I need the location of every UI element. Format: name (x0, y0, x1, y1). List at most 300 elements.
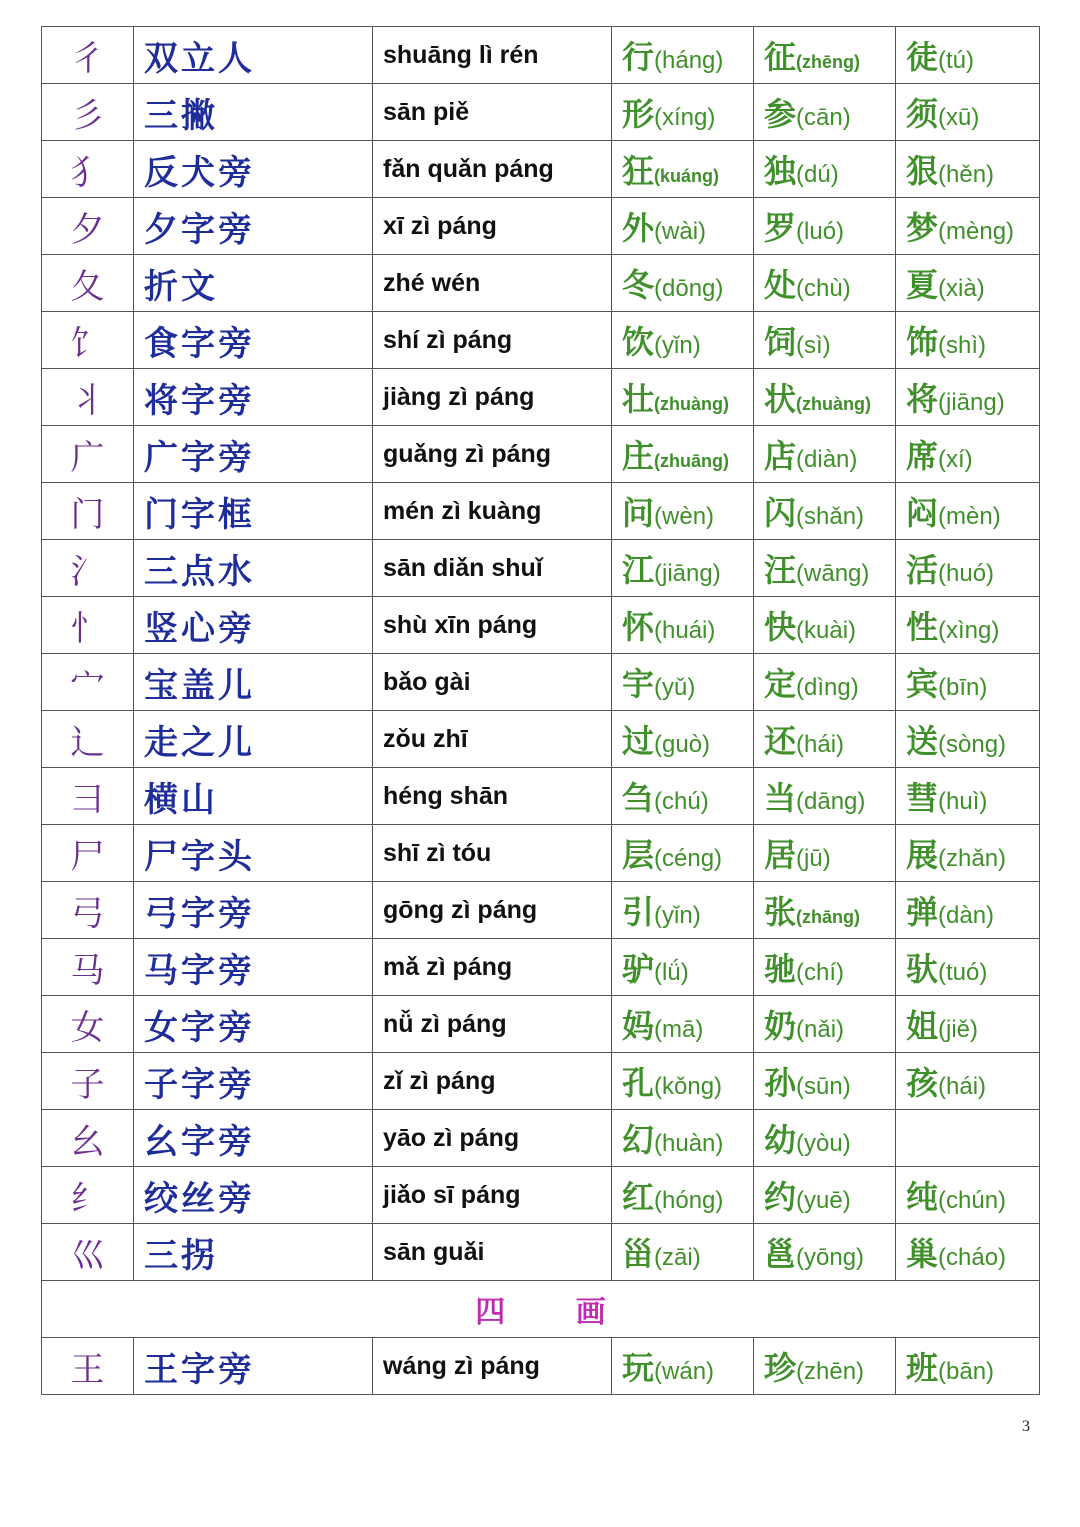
example-cell (612, 1053, 754, 1110)
example-cell (896, 1167, 1040, 1224)
radical-cell: 广 (42, 426, 134, 483)
example-cell (754, 369, 896, 426)
example-character: 邕 (764, 1235, 797, 1273)
example-cell (754, 711, 896, 768)
example-character: 问 (622, 494, 655, 532)
example-pinyin: (nǎi) (796, 1016, 845, 1043)
example-cell (896, 882, 1040, 939)
example-pinyin: (xìng) (938, 617, 1000, 644)
example-cell (612, 1110, 754, 1167)
radical-name-cell: 将字旁 (134, 369, 373, 426)
radical-pinyin-cell: shuāng lì rén (373, 27, 612, 84)
radical-pinyin-cell: zhé wén (373, 255, 612, 312)
radical-pinyin-cell: zǐ zì páng (373, 1053, 612, 1110)
radical-cell: 幺 (42, 1110, 134, 1167)
example-cell (896, 1338, 1040, 1395)
example-pinyin: (zhāng) (796, 907, 860, 927)
example-cell (612, 84, 754, 141)
example-character: 宾 (906, 665, 939, 703)
example-cell (612, 312, 754, 369)
example-pinyin: (huàn) (654, 1130, 724, 1157)
example-pinyin: (xí) (938, 446, 973, 473)
example-cell (612, 426, 754, 483)
example-pinyin: (mèng) (938, 218, 1015, 245)
example-character: 罗 (764, 209, 797, 247)
example-character: 幼 (764, 1121, 797, 1159)
example-cell (612, 825, 754, 882)
radical-pinyin-cell: shí zì páng (373, 312, 612, 369)
example-pinyin: (wán) (654, 1358, 715, 1385)
radical-name-cell: 女字旁 (134, 996, 373, 1053)
example-character: 饰 (906, 323, 939, 361)
radical-pinyin-cell: yāo zì páng (373, 1110, 612, 1167)
example-pinyin: (jiāng) (938, 389, 1005, 416)
page-number: 3 (1022, 1418, 1030, 1435)
radical-cell: 丬 (42, 369, 134, 426)
example-pinyin: (sūn) (796, 1073, 851, 1100)
radical-cell: 马 (42, 939, 134, 996)
example-pinyin: (jū) (796, 845, 831, 872)
example-character: 孙 (764, 1064, 797, 1102)
example-pinyin: (wài) (654, 218, 707, 245)
radical-pinyin-cell: zǒu zhī (373, 711, 612, 768)
radical-name-cell: 反犬旁 (134, 141, 373, 198)
example-cell (612, 27, 754, 84)
example-character: 性 (906, 608, 939, 646)
example-character: 梦 (906, 209, 939, 247)
radical-name-cell: 幺字旁 (134, 1110, 373, 1167)
example-cell (754, 312, 896, 369)
example-pinyin: (zāi) (654, 1244, 701, 1271)
example-cell (754, 654, 896, 711)
radical-cell: 忄 (42, 597, 134, 654)
table-row (42, 1338, 1040, 1395)
example-pinyin: (tú) (938, 47, 975, 74)
example-cell (754, 255, 896, 312)
example-character: 夏 (906, 266, 939, 304)
example-cell (896, 483, 1040, 540)
example-cell (754, 426, 896, 483)
example-cell (896, 141, 1040, 198)
example-character: 外 (622, 209, 655, 247)
example-cell (896, 27, 1040, 84)
example-cell (896, 996, 1040, 1053)
example-character: 甾 (622, 1235, 655, 1273)
radical-pinyin-cell: guǎng zì páng (373, 426, 612, 483)
example-cell (754, 768, 896, 825)
radical-name-cell: 竖心旁 (134, 597, 373, 654)
radical-name-cell: 走之儿 (134, 711, 373, 768)
example-character: 巢 (906, 1235, 939, 1273)
radical-cell: 子 (42, 1053, 134, 1110)
example-pinyin: (kuáng) (654, 166, 720, 186)
example-character: 还 (764, 722, 797, 760)
example-cell (896, 84, 1040, 141)
example-cell (896, 654, 1040, 711)
example-cell (612, 711, 754, 768)
example-cell (754, 540, 896, 597)
example-cell (754, 882, 896, 939)
example-pinyin: (bīn) (938, 674, 988, 701)
example-character: 当 (764, 779, 797, 817)
radical-pinyin-cell: gōng zì páng (373, 882, 612, 939)
example-pinyin: (zhēn) (796, 1358, 865, 1385)
example-pinyin: (wèn) (654, 503, 715, 530)
table-row (42, 27, 1040, 84)
radical-name-cell: 门字框 (134, 483, 373, 540)
example-pinyin: (tuó) (938, 959, 988, 986)
example-pinyin: (kuài) (796, 617, 857, 644)
table-row (42, 654, 1040, 711)
example-character: 孩 (906, 1064, 939, 1102)
example-cell (612, 939, 754, 996)
example-pinyin: (yǐn) (654, 332, 701, 359)
radical-pinyin-cell: shī zì tóu (373, 825, 612, 882)
example-pinyin: (dōng) (654, 275, 724, 302)
radical-cell: 彐 (42, 768, 134, 825)
example-cell (896, 939, 1040, 996)
example-cell (896, 369, 1040, 426)
example-cell (896, 1224, 1040, 1281)
radical-pinyin-cell: héng shān (373, 768, 612, 825)
example-pinyin: (shǎn) (796, 503, 865, 530)
radical-name-cell: 尸字头 (134, 825, 373, 882)
example-pinyin: (jiāng) (654, 560, 721, 587)
example-cell (896, 426, 1040, 483)
example-cell (612, 1224, 754, 1281)
example-cell (896, 768, 1040, 825)
radical-pinyin-cell: jiàng zì páng (373, 369, 612, 426)
example-pinyin: (diàn) (796, 446, 858, 473)
radical-pinyin-cell: shù xīn páng (373, 597, 612, 654)
example-pinyin: (zhuāng) (654, 451, 729, 471)
example-pinyin: (zhǎn) (938, 845, 1007, 872)
radical-name-cell: 马字旁 (134, 939, 373, 996)
section-title: 四 画 (42, 1281, 1040, 1338)
example-character: 饲 (764, 323, 797, 361)
example-pinyin: (kǒng) (654, 1073, 723, 1100)
example-pinyin: (wāng) (796, 560, 870, 587)
table-row (42, 1053, 1040, 1110)
example-pinyin: (mèn) (938, 503, 1001, 530)
example-cell (754, 198, 896, 255)
table-row (42, 198, 1040, 255)
example-character: 幻 (622, 1121, 655, 1159)
table-row (42, 369, 1040, 426)
example-pinyin: (yōng) (796, 1244, 865, 1271)
example-cell (896, 711, 1040, 768)
example-pinyin: (xíng) (654, 104, 716, 131)
radical-pinyin-cell: fǎn quǎn páng (373, 141, 612, 198)
example-cell (896, 825, 1040, 882)
example-pinyin: (luó) (796, 218, 845, 245)
example-character: 宇 (622, 665, 655, 703)
example-character: 定 (764, 665, 797, 703)
radical-pinyin-cell: nǚ zì páng (373, 996, 612, 1053)
radical-pinyin-cell: xī zì páng (373, 198, 612, 255)
example-cell (754, 1167, 896, 1224)
example-cell (754, 27, 896, 84)
radical-pinyin-cell: wáng zì páng (373, 1338, 612, 1395)
example-character: 将 (906, 380, 939, 418)
example-character: 参 (764, 95, 797, 133)
section-header-row (42, 1281, 1040, 1338)
example-cell (896, 1110, 1040, 1167)
example-character: 引 (622, 893, 655, 931)
example-pinyin: (jiě) (938, 1016, 979, 1043)
example-pinyin: (zhuàng) (654, 394, 729, 414)
table-row (42, 711, 1040, 768)
radical-name-cell: 双立人 (134, 27, 373, 84)
example-character: 汪 (764, 551, 797, 589)
example-character: 活 (906, 551, 939, 589)
example-character: 行 (622, 38, 655, 76)
example-character: 须 (906, 95, 939, 133)
example-pinyin: (yuē) (796, 1187, 851, 1214)
table-row (42, 825, 1040, 882)
example-character: 处 (764, 266, 797, 304)
example-pinyin: (dàn) (938, 902, 995, 929)
example-pinyin: (hěn) (938, 161, 995, 188)
radical-pinyin-cell: jiǎo sī páng (373, 1167, 612, 1224)
example-pinyin: (yǐn) (654, 902, 701, 929)
table-row (42, 597, 1040, 654)
example-character: 驮 (906, 950, 939, 988)
example-character: 征 (764, 38, 797, 76)
example-pinyin: (dú) (796, 161, 839, 188)
example-cell (612, 369, 754, 426)
radical-name-cell: 三点水 (134, 540, 373, 597)
example-cell (612, 768, 754, 825)
radical-name-cell: 横山 (134, 768, 373, 825)
example-character: 刍 (622, 779, 655, 817)
radical-pinyin-cell: bǎo gài (373, 654, 612, 711)
radical-cell: 尸 (42, 825, 134, 882)
radical-name-cell: 三撇 (134, 84, 373, 141)
example-character: 狠 (906, 152, 939, 190)
radical-cell: 辶 (42, 711, 134, 768)
example-character: 红 (622, 1178, 655, 1216)
example-pinyin: (hóng) (654, 1187, 724, 1214)
example-pinyin: (hái) (796, 731, 845, 758)
example-cell (754, 825, 896, 882)
radical-cell: 纟 (42, 1167, 134, 1224)
radical-pinyin-cell: sān guǎi (373, 1224, 612, 1281)
example-character: 壮 (622, 380, 655, 418)
example-pinyin: (chí) (796, 959, 845, 986)
example-cell (612, 198, 754, 255)
example-pinyin: (xià) (938, 275, 985, 302)
radical-name-cell: 王字旁 (134, 1338, 373, 1395)
example-character: 驰 (764, 950, 797, 988)
example-cell (754, 1224, 896, 1281)
table-row (42, 996, 1040, 1053)
example-cell (612, 255, 754, 312)
example-pinyin: (huì) (938, 788, 988, 815)
example-pinyin: (zhuàng) (796, 394, 871, 414)
example-character: 庄 (622, 437, 655, 475)
example-cell (754, 84, 896, 141)
example-character: 席 (906, 437, 939, 475)
example-character: 饮 (622, 323, 655, 361)
example-cell (754, 1053, 896, 1110)
example-character: 弹 (906, 893, 939, 931)
table-row (42, 312, 1040, 369)
example-character: 怀 (622, 608, 655, 646)
example-pinyin: (chù) (796, 275, 851, 302)
radical-cell: 巛 (42, 1224, 134, 1281)
radical-name-cell: 广字旁 (134, 426, 373, 483)
example-cell (612, 882, 754, 939)
example-cell (896, 198, 1040, 255)
example-character: 纯 (906, 1178, 939, 1216)
example-pinyin: (sì) (796, 332, 831, 359)
example-character: 狂 (622, 152, 655, 190)
example-character: 彗 (906, 779, 939, 817)
table-row (42, 1167, 1040, 1224)
example-pinyin: (chún) (938, 1187, 1007, 1214)
radical-cell: 氵 (42, 540, 134, 597)
example-cell (896, 255, 1040, 312)
table-row (42, 1224, 1040, 1281)
radical-name-cell: 食字旁 (134, 312, 373, 369)
example-pinyin: (zhēng) (796, 52, 860, 72)
example-character: 过 (622, 722, 655, 760)
example-character: 独 (764, 152, 797, 190)
example-cell (754, 996, 896, 1053)
example-pinyin: (huó) (938, 560, 995, 587)
example-pinyin: (yǔ) (654, 674, 696, 701)
radical-cell: 弓 (42, 882, 134, 939)
example-character: 状 (764, 380, 797, 418)
example-character: 形 (622, 95, 655, 133)
table-row (42, 255, 1040, 312)
example-character: 玩 (622, 1349, 655, 1387)
radical-name-cell: 宝盖儿 (134, 654, 373, 711)
example-pinyin: (bān) (938, 1358, 995, 1385)
radical-name-cell: 绞丝旁 (134, 1167, 373, 1224)
radical-name-cell: 夕字旁 (134, 198, 373, 255)
example-character: 姐 (906, 1007, 939, 1045)
example-pinyin: (dìng) (796, 674, 859, 701)
radical-cell: 王 (42, 1338, 134, 1395)
example-character: 展 (906, 836, 939, 874)
example-pinyin: (shì) (938, 332, 987, 359)
example-character: 冬 (622, 266, 655, 304)
radical-pinyin-cell: mǎ zì páng (373, 939, 612, 996)
example-pinyin: (háng) (654, 47, 724, 74)
table-row (42, 939, 1040, 996)
example-pinyin: (xū) (938, 104, 980, 131)
example-character: 班 (906, 1349, 939, 1387)
example-pinyin: (cháo) (938, 1244, 1007, 1271)
example-pinyin: (dāng) (796, 788, 866, 815)
radical-name-cell: 折文 (134, 255, 373, 312)
example-character: 孔 (622, 1064, 655, 1102)
example-character: 约 (764, 1178, 797, 1216)
example-cell (754, 1110, 896, 1167)
example-pinyin: (guò) (654, 731, 711, 758)
example-pinyin: (huái) (654, 617, 716, 644)
example-pinyin: (lǘ) (654, 959, 689, 986)
example-character: 驴 (622, 950, 655, 988)
radical-name-cell: 三拐 (134, 1224, 373, 1281)
example-cell (754, 141, 896, 198)
example-cell (754, 1338, 896, 1395)
radical-cell: 宀 (42, 654, 134, 711)
example-cell (612, 1167, 754, 1224)
radical-name-cell: 子字旁 (134, 1053, 373, 1110)
radical-name-cell: 弓字旁 (134, 882, 373, 939)
example-pinyin: (yòu) (796, 1130, 851, 1157)
radical-cell: 夕 (42, 198, 134, 255)
example-character: 送 (906, 722, 939, 760)
radical-pinyin-cell: sān piě (373, 84, 612, 141)
example-cell (896, 1053, 1040, 1110)
radical-cell: 彡 (42, 84, 134, 141)
radical-cell: 夂 (42, 255, 134, 312)
example-character: 闷 (906, 494, 939, 532)
example-cell (612, 141, 754, 198)
table-row (42, 483, 1040, 540)
radical-cell: 饣 (42, 312, 134, 369)
example-character: 张 (764, 893, 797, 931)
radical-cell: 犭 (42, 141, 134, 198)
example-character: 层 (622, 836, 655, 874)
table-row (42, 426, 1040, 483)
example-character: 快 (764, 608, 797, 646)
example-cell (896, 312, 1040, 369)
example-cell (754, 483, 896, 540)
example-pinyin: (sòng) (938, 731, 1007, 758)
radical-cell: 女 (42, 996, 134, 1053)
table-row (42, 1110, 1040, 1167)
example-cell (612, 597, 754, 654)
table-row (42, 768, 1040, 825)
example-character: 闪 (764, 494, 797, 532)
example-pinyin: (hái) (938, 1073, 987, 1100)
radical-pinyin-cell: sān diǎn shuǐ (373, 540, 612, 597)
example-character: 徒 (906, 38, 939, 76)
example-character: 妈 (622, 1007, 655, 1045)
example-character: 店 (764, 437, 797, 475)
radicals-table (41, 26, 1040, 1395)
example-character: 珍 (764, 1349, 797, 1387)
example-pinyin: (mā) (654, 1016, 704, 1043)
example-cell (754, 939, 896, 996)
radical-cell: 彳 (42, 27, 134, 84)
example-cell (612, 654, 754, 711)
table-row (42, 84, 1040, 141)
example-character: 奶 (764, 1007, 797, 1045)
example-pinyin: (céng) (654, 845, 723, 872)
example-character: 居 (764, 836, 797, 874)
example-cell (612, 483, 754, 540)
example-cell (612, 1338, 754, 1395)
example-pinyin: (chú) (654, 788, 709, 815)
example-cell (612, 540, 754, 597)
example-character: 江 (622, 551, 655, 589)
table-row (42, 882, 1040, 939)
table-row (42, 141, 1040, 198)
table-row (42, 540, 1040, 597)
example-cell (896, 540, 1040, 597)
example-cell (754, 597, 896, 654)
example-cell (896, 597, 1040, 654)
example-pinyin: (cān) (796, 104, 851, 131)
example-cell (612, 996, 754, 1053)
radical-pinyin-cell: mén zì kuàng (373, 483, 612, 540)
